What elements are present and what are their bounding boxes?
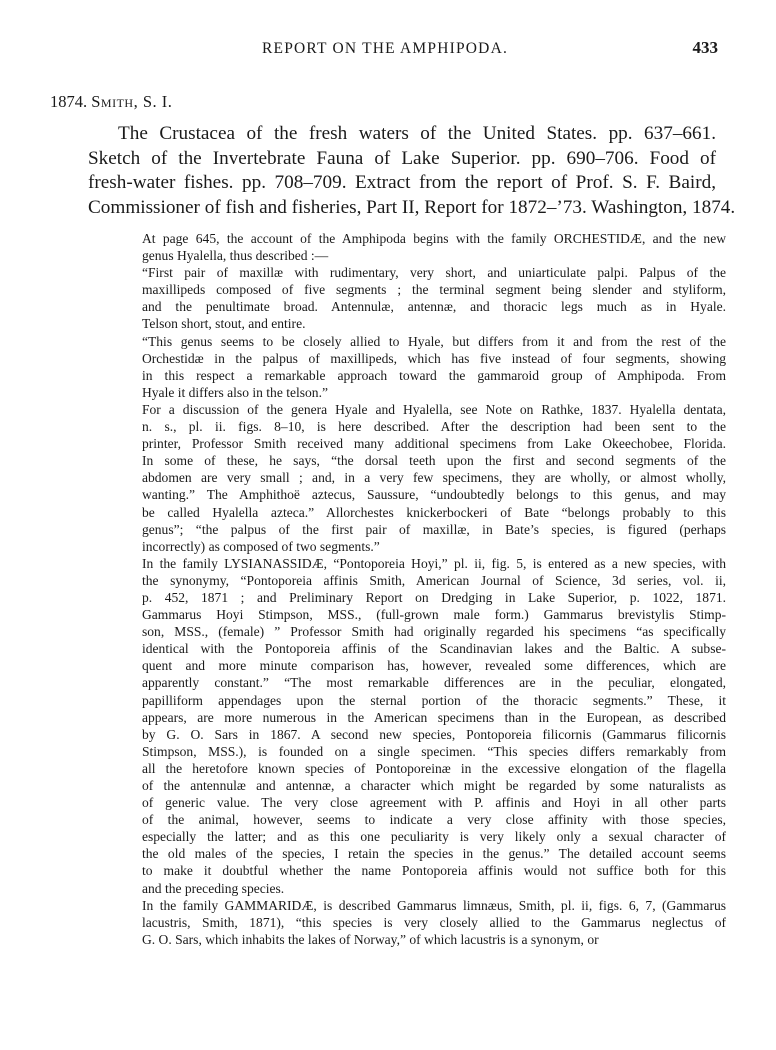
- note-paragraph: [142, 264, 726, 332]
- note-line: p. 452, 1871 ; and Preliminary Report on Dredging in Lake Superior, p. 1022, 1871.: [142, 589, 726, 605]
- title-line: fresh-water fishes. pp. 708–709. Extract from the report of Prof. S. F. Baird,: [88, 172, 716, 193]
- note-line: especially the latter; and as this one peculiarity is very likely only a sexual character of: [142, 829, 726, 845]
- note-line: abdomen are very small ; and, in a very few specimens, they are wholly, or almost wholly,: [142, 470, 726, 486]
- note-paragraph: [142, 555, 726, 897]
- note-line: genus Hyalella, thus described :—: [142, 248, 329, 264]
- entry-year: 1874.: [50, 92, 88, 111]
- title-line: The Crustacea of the fresh waters of the United States. pp. 637–661.: [118, 123, 716, 144]
- title-line: Sketch of the Invertebrate Fauna of Lake Superior. pp. 690–706. Food of: [88, 147, 716, 169]
- note-line: apparently constant.” “The most remarkable differences are in the peculiar, elongated,: [142, 675, 726, 691]
- note-line: all the heretofore known species of Pontoporeinæ in the excessive elongation of the flagella: [142, 760, 726, 776]
- note-line: In the family GAMMARIDÆ, is described Gammarus limnæus, Smith, pl. ii, figs. 6, 7, (Gammarus: [142, 897, 726, 913]
- note-line: printer, Professor Smith received many additional specimens from Lake Okeechobee, Florida.: [142, 436, 726, 452]
- note-line: Stimpson, MSS.), is founded on a single specimen. “This species differs remarkably from: [142, 743, 726, 759]
- note-line: In the family LYSIANASSIDÆ, “Pontoporeia Hoyi,” pl. ii, fig. 5, is entered as a new species, with: [142, 555, 726, 571]
- note-line: the synonymy, “Pontoporeia affinis Smith, American Journal of Science, 3d series, vol. ii,: [142, 572, 726, 588]
- note-line: by G. O. Sars in 1867. A second new species, Pontoporeia filicornis (Gammarus filicornis: [142, 726, 726, 742]
- note-line: in this respect a remarkable approach toward the gammaroid group of Amphipoda. From: [142, 367, 726, 383]
- note-line: identical with the Pontoporeia affinis of the Scandinavian lakes and the Baltic. A subse-: [142, 641, 726, 657]
- note-line: Gammarus Hoyi Stimpson, MSS., (full-grown male form.) Gammarus brevistylis Stimp-: [142, 607, 726, 623]
- note-paragraph: [142, 333, 726, 401]
- note-line: Telson short, stout, and entire.: [142, 316, 306, 332]
- note-line: n. s., pl. ii. figs. 8–10, is here described. After the description had been sent to the: [142, 419, 726, 435]
- note-line: of generic value. The very close agreement with P. affinis and Hoyi in all other parts: [142, 795, 726, 811]
- note-line: incorrectly) as composed of two segments.”: [142, 538, 380, 554]
- note-line: At page 645, the account of the Amphipoda begins with the family ORCHESTIDÆ, and the new: [142, 231, 726, 246]
- note-line: “This genus seems to be closely allied to Hyale, but differs from it and from the rest of the: [142, 333, 726, 349]
- note-line: and the penultimate broad. Antennulæ, antennæ, and thoracic legs much as in Hyale.: [142, 299, 726, 315]
- entry-author: Smith, S. I.: [91, 92, 173, 111]
- running-title: REPORT ON THE AMPHIPODA.: [262, 40, 509, 57]
- page-number: 433: [692, 38, 718, 57]
- note-line: and the preceding species.: [142, 880, 285, 896]
- annotation-notes: [142, 230, 726, 948]
- note-line: “First pair of maxillæ with rudimentary, very short, and uniarticulate palpi. Palpus of the: [142, 265, 726, 281]
- title-line: Commissioner of fish and fisheries, Part II, Report for 1872–’73. Washington, 1874.: [88, 196, 736, 218]
- note-line: maxillipeds composed of five segments ; the terminal segment being slender and styliform,: [142, 282, 726, 298]
- entry-heading: [50, 92, 172, 112]
- work-title: [88, 122, 736, 220]
- note-line: of the antennulæ and antennæ, a character which might be regarded by some naturalists as: [142, 778, 726, 793]
- note-line: For a discussion of the genera Hyale and Hyalella, see Note on Rathke, 1837. Hyalella dentata,: [142, 401, 726, 417]
- note-line: of the animal, however, seems to indicate a very close affinity with those species,: [142, 812, 726, 828]
- note-line: In some of these, he says, “the dorsal teeth upon the first and second segments of the: [142, 453, 726, 469]
- note-paragraph: [142, 230, 726, 264]
- note-line: quent and more minute comparison has, however, revealed some differences, which are: [142, 658, 726, 674]
- note-line: appears, are more numerous in the American specimens than in the European, as described: [142, 709, 726, 725]
- note-line: Hyale it differs also in the telson.”: [142, 384, 328, 400]
- note-line: G. O. Sars, which inhabits the lakes of Norway,” of which lacustris is a synonym, or: [142, 931, 599, 947]
- running-header: [0, 40, 776, 66]
- note-paragraph: [142, 897, 726, 948]
- note-line: wanting.” The Amphithoë aztecus, Saussure, “undoubtedly belongs to this genus, and may: [142, 487, 726, 503]
- note-line: Orchestidæ in the palpus of maxillipeds, which has five instead of four segments, showing: [142, 350, 726, 366]
- note-line: papilliform appendages upon the sternal portion of the thoracic segments.” These, it: [142, 692, 726, 708]
- note-line: be called Hyalella azteca.” Allorchestes knickerbockeri of Bate “belongs probably to this: [142, 504, 726, 520]
- note-line: son, MSS., (female) ” Professor Smith had originally regarded his specimens “as specifically: [142, 624, 726, 640]
- note-line: to make it doubtful whether the name Pontoporeia affinis would not suffice both for this: [142, 863, 726, 879]
- note-line: lacustris, Smith, 1871), “this species is very closely allied to the Gammarus neglectus of: [142, 914, 726, 930]
- note-line: genus”; “the palpus of the first pair of maxillæ, in Bate’s species, is figured (perhaps: [142, 521, 726, 537]
- note-line: the old males of the species, I retain the species in the genus.” The detailed account seems: [142, 846, 726, 862]
- note-paragraph: [142, 401, 726, 555]
